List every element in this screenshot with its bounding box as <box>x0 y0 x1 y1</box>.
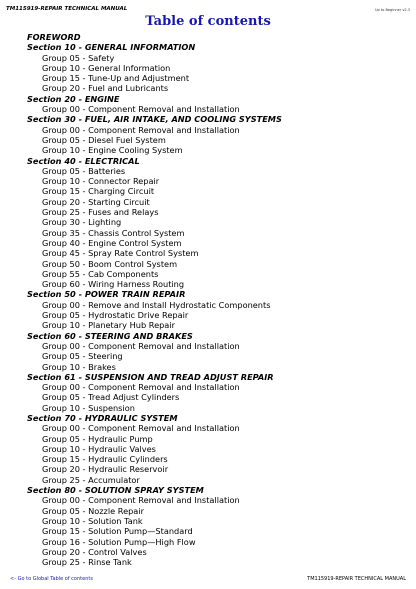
toc-section-link[interactable]: Section 61 - SUSPENSION AND TREAD ADJUST REPAIR <box>27 371 274 382</box>
toc-link-foreword[interactable]: FOREWORD <box>27 32 81 42</box>
toc-group-link[interactable]: Group 05 - Hydraulic Pump <box>42 433 153 444</box>
toc-group-link[interactable]: Group 25 - Rinse Tank <box>42 557 132 568</box>
toc-group-link[interactable]: Group 16 - Solution Pump—High Flow <box>42 536 196 547</box>
toc-group-link[interactable]: Group 05 - Tread Adjust Cylinders <box>42 392 180 403</box>
toc-group-link[interactable]: Group 30 - Lighting <box>42 217 122 228</box>
toc-group-link[interactable]: Group 15 - Charging Circuit <box>42 186 155 197</box>
toc-group-link[interactable]: Group 10 - Connector Repair <box>42 176 160 187</box>
toc-group-link[interactable]: Group 05 - Hydrostatic Drive Repair <box>42 310 189 321</box>
toc-group-link[interactable]: Group 10 - General Information <box>42 62 171 73</box>
toc-section-link[interactable]: Section 70 - HYDRAULIC SYSTEM <box>27 412 178 423</box>
toc-group-link[interactable]: Group 05 - Steering <box>42 351 123 362</box>
toc-group-link[interactable]: Group 00 - Component Removal and Installation <box>42 104 240 115</box>
page-reference: Up to Beginner v2.3 <box>374 8 410 12</box>
table-of-contents <box>27 32 407 567</box>
toc-section-link[interactable]: Section 80 - SOLUTION SPRAY SYSTEM <box>27 485 204 496</box>
toc-group-link[interactable]: Group 00 - Component Removal and Installation <box>42 423 240 434</box>
toc-group-link[interactable]: Group 05 - Nozzle Repair <box>42 505 144 516</box>
toc-group-link[interactable]: Group 15 - Tune-Up and Adjustment <box>42 73 190 84</box>
toc-group-link[interactable]: Group 20 - Fuel and Lubricants <box>42 83 169 94</box>
toc-group-link[interactable]: Group 10 - Engine Cooling System <box>42 145 183 156</box>
toc-group-link[interactable]: Group 15 - Solution Pump—Standard <box>42 526 193 537</box>
toc-group-link[interactable]: Group 55 - Cab Components <box>42 268 159 279</box>
toc-group-link[interactable]: Group 10 - Brakes <box>42 361 116 372</box>
toc-group-link[interactable]: Group 00 - Remove and Install Hydrostatic Components <box>42 299 271 310</box>
toc-section-link[interactable]: Section 60 - STEERING AND BRAKES <box>27 330 193 341</box>
toc-group-link[interactable]: Group 20 - Control Valves <box>42 546 147 557</box>
toc-section-link[interactable]: Section 30 - FUEL, AIR INTAKE, AND COOLING SYSTEMS <box>27 114 282 125</box>
toc-group-link[interactable]: Group 45 - Spray Rate Control System <box>42 248 199 259</box>
toc-section-link[interactable]: Section 20 - ENGINE <box>27 93 120 104</box>
toc-group-link[interactable]: Group 10 - Hydraulic Valves <box>42 443 156 454</box>
toc-group-link[interactable]: Group 25 - Accumulator <box>42 474 140 485</box>
toc-group-link[interactable]: Group 50 - Boom Control System <box>42 258 178 269</box>
page-title: Table of contents <box>145 14 271 29</box>
toc-group-link[interactable]: Group 05 - Safety <box>42 52 115 63</box>
toc-group-link[interactable]: Group 00 - Component Removal and Installation <box>42 124 240 135</box>
toc-section-link[interactable]: Section 50 - POWER TRAIN REPAIR <box>27 289 186 300</box>
toc-section-link[interactable]: Section 10 - GENERAL INFORMATION <box>27 42 196 53</box>
global-toc-link[interactable]: <- Go to Global Table of contents <box>10 576 93 582</box>
toc-group-link[interactable]: Group 60 - Wiring Harness Routing <box>42 279 185 290</box>
manual-id-header: TM115919-REPAIR TECHNICAL MANUAL <box>6 6 128 12</box>
toc-group-link[interactable]: Group 20 - Starting Circuit <box>42 196 150 207</box>
toc-group-link[interactable]: Group 00 - Component Removal and Installation <box>42 340 240 351</box>
toc-group-link[interactable]: Group 05 - Diesel Fuel System <box>42 134 166 145</box>
toc-group-link[interactable]: Group 15 - Hydraulic Cylinders <box>42 454 168 465</box>
toc-group-link[interactable]: Group 00 - Component Removal and Installation <box>42 382 240 393</box>
toc-section-link[interactable]: Section 40 - ELECTRICAL <box>27 155 140 166</box>
toc-group-link[interactable]: Group 05 - Batteries <box>42 165 126 176</box>
manual-id-footer: TM115919-REPAIR TECHNICAL MANUAL <box>307 576 406 582</box>
toc-group-link[interactable]: Group 10 - Solution Tank <box>42 515 143 526</box>
toc-group-link[interactable]: Group 10 - Planetary Hub Repair <box>42 320 175 331</box>
toc-group-link[interactable]: Group 20 - Hydraulic Reservoir <box>42 464 169 475</box>
toc-group-link[interactable]: Group 25 - Fuses and Relays <box>42 207 159 218</box>
toc-group-link[interactable]: Group 35 - Chassis Control System <box>42 227 185 238</box>
toc-group-link[interactable]: Group 10 - Suspension <box>42 402 135 413</box>
toc-group-link[interactable]: Group 40 - Engine Control System <box>42 237 182 248</box>
toc-group-link[interactable]: Group 00 - Component Removal and Installation <box>42 495 240 506</box>
